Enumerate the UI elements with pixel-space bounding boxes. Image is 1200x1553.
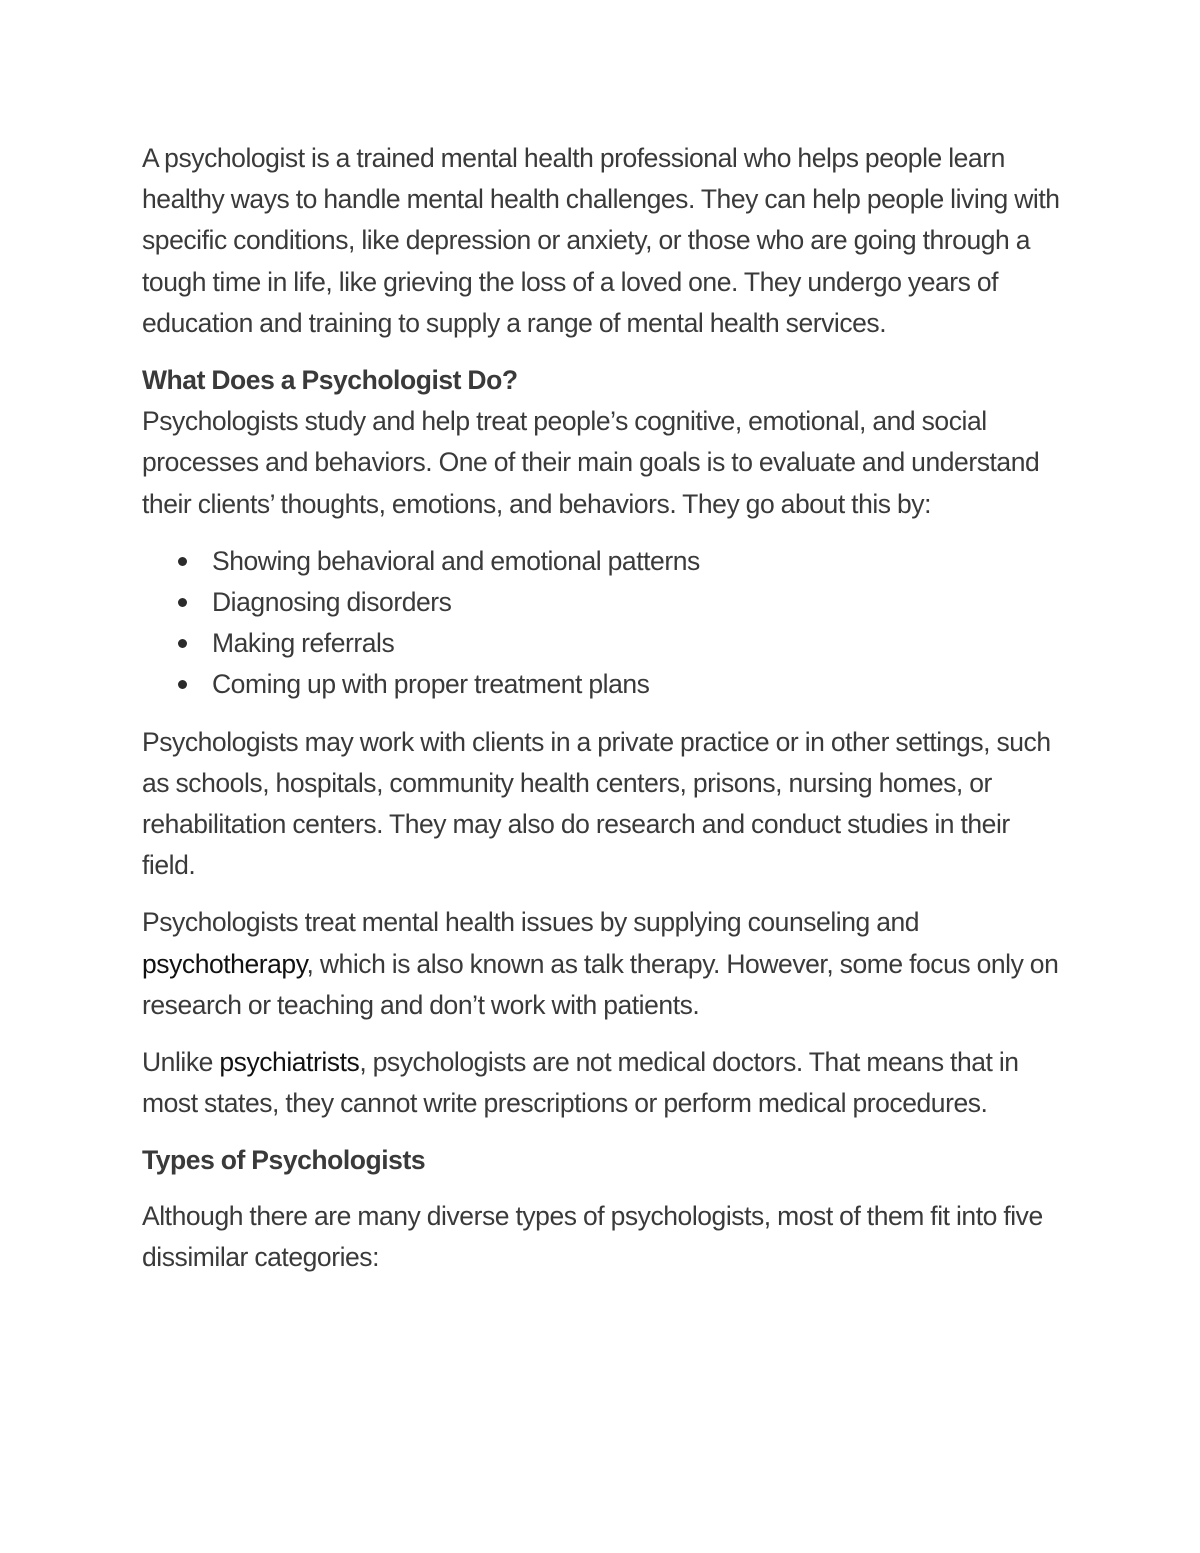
list-item bbox=[142, 582, 1062, 623]
bullet-icon bbox=[178, 680, 187, 689]
paragraph-work-settings: Psychologists may work with clients in a private practice or in other settings, such as schools, hospitals, community health centers, prisons, nursing homes, or rehabilitation centers. They may also do research and conduct studies in their field. bbox=[142, 726, 1051, 881]
bullet-icon bbox=[178, 557, 187, 566]
paragraph-types-intro: Although there are many diverse types of psychologists, most of them fit into five dissimilar categories: bbox=[142, 1200, 1043, 1272]
paragraph-study-and-treat: Psychologists study and help treat people’s cognitive, emotional, and social processes and behaviors. One of their main goals is to evaluate and understand their clients’ thoughts, emotions, and behaviors. They go about this by: bbox=[142, 406, 1040, 519]
paragraph-text: , psychologists are not medical doctors. That means that in most states, they cannot write prescriptions or perform medical procedures. bbox=[142, 1047, 1019, 1119]
paragraph-text: Unlike bbox=[142, 1047, 220, 1078]
list-item bbox=[142, 664, 1062, 705]
bullet-icon bbox=[178, 639, 187, 648]
list-item-text: Showing behavioral and emotional patterns bbox=[212, 545, 700, 576]
paragraph-text: , which is also known as talk therapy. However, some focus only on research or teaching and don’t work with patients. bbox=[142, 948, 1059, 1020]
section-heading-what-does: What Does a Psychologist Do? bbox=[142, 365, 518, 396]
paragraph-not-doctors bbox=[142, 1042, 1062, 1124]
list-item-text: Diagnosing disorders bbox=[212, 587, 452, 618]
psychotherapy-link[interactable]: psychotherapy bbox=[142, 948, 307, 979]
psychiatrists-link[interactable]: psychiatrists bbox=[219, 1047, 360, 1078]
document-page bbox=[142, 138, 1062, 1294]
paragraph-treatment bbox=[142, 902, 1062, 1026]
section-heading-types: Types of Psychologists bbox=[142, 1145, 426, 1176]
paragraph-text: Psychologists treat mental health issues by supplying counseling and bbox=[142, 907, 920, 938]
list-item-text: Making referrals bbox=[212, 628, 395, 659]
intro-paragraph: A psychologist is a trained mental health professional who helps people learn healthy ways to handle mental health challenges. They can help people living with specific conditions, like depression or anxiety, or those who are going through a tough time in life, like grieving the loss of a loved one. They undergo years of education and training to supply a range of mental health services. bbox=[142, 143, 1060, 338]
list-item bbox=[142, 623, 1062, 664]
list-item bbox=[142, 541, 1062, 582]
list-item-text: Coming up with proper treatment plans bbox=[212, 669, 650, 700]
bullet-icon bbox=[178, 598, 187, 607]
bullet-list bbox=[142, 541, 1062, 706]
